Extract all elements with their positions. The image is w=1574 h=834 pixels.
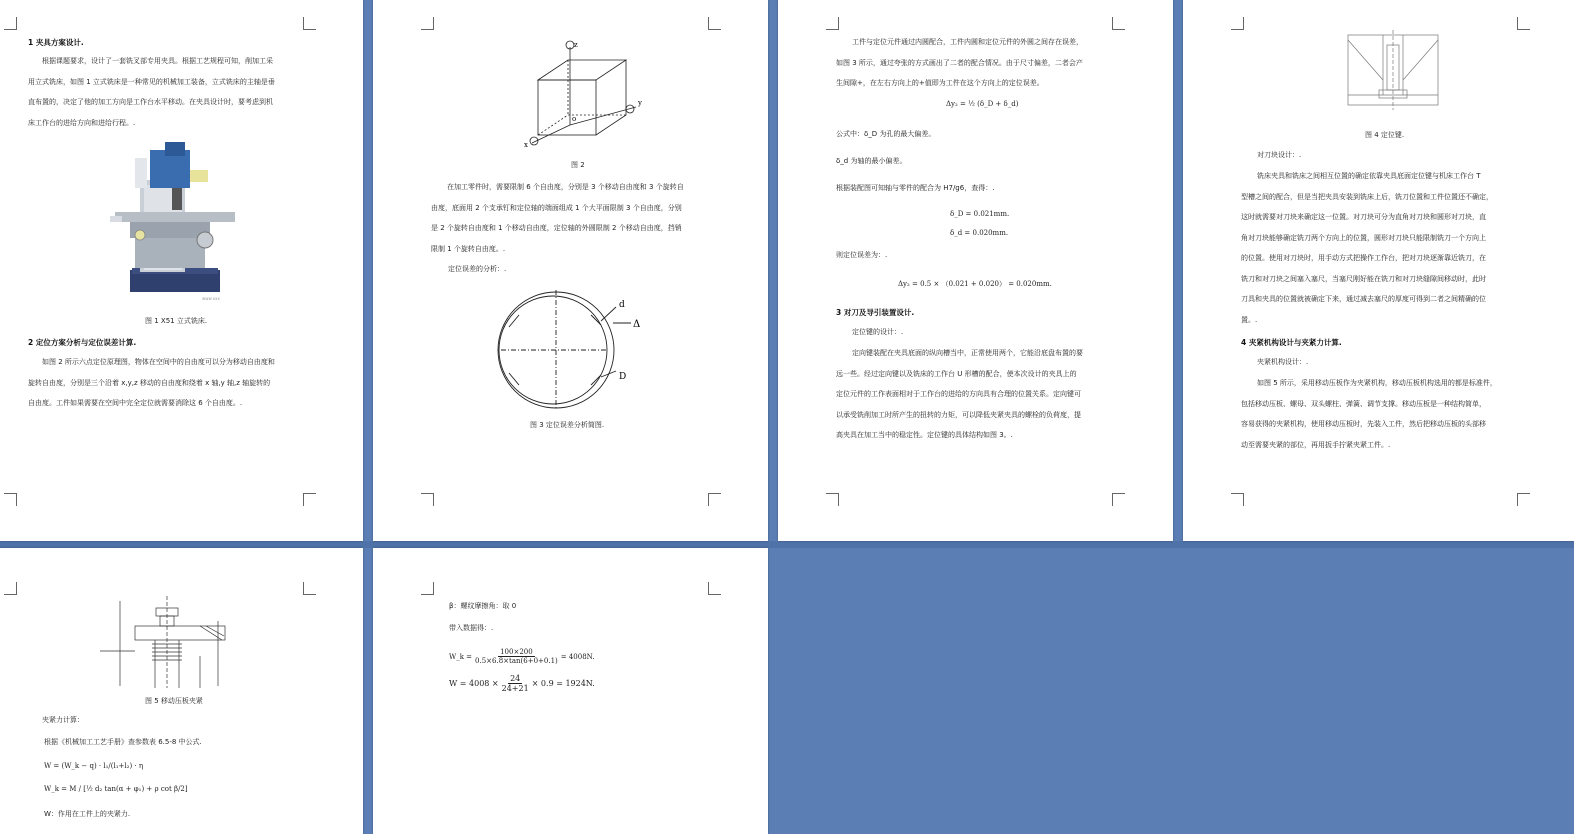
formula-denominator: 24+21: [501, 684, 529, 693]
crop-mark: [1517, 493, 1530, 506]
axis-label-o: o: [572, 115, 577, 123]
label-d: d: [619, 300, 625, 310]
axis-label-y: y: [638, 99, 642, 107]
paragraph-line: 如图 5 所示，采用移动压板作为夹紧机构，移动压板机构选用的都是标准件，: [1257, 379, 1497, 387]
text-line: δ_d 为轴的最小偏差。: [836, 157, 907, 165]
figure-caption: 图 1 X51 立式铣床.: [145, 317, 208, 325]
paragraph-line: 刀具和夹具的位置就被确定下来，通过减去塞尺的厚度可得到二者之间精确的位: [1241, 295, 1486, 303]
paragraph-line: 床工作台的进给方向和进给行程。.: [28, 118, 136, 127]
locating-key-drawing: [1343, 30, 1443, 115]
crop-mark: [421, 582, 434, 595]
formula-rhs: × 0.9 = 1924N.: [531, 679, 595, 688]
label-D: D: [619, 372, 627, 382]
paragraph-line: 铣床夹具和铣床之间相互位置的确定依靠夹具底面定位键与机床工作台 T: [1257, 172, 1481, 180]
paragraph-line: 根据课题要求，设计了一套铣叉部专用夹具。根据工艺规程可知，削加工采: [42, 57, 273, 65]
paragraph-line: 型槽之间的配合，但是当把夹具安装到铣床上后，铣刀位置和工件位置还不确定，: [1241, 192, 1493, 201]
text-line: 根据装配图可知轴与零件的配合为 H7/g6，查得：.: [836, 184, 995, 192]
svg-text:www.xxx: www.xxx: [202, 296, 220, 301]
crop-mark: [421, 17, 434, 30]
formula: δ_D = 0.021mm.: [950, 210, 1010, 218]
text-line: 则定位误差为：.: [836, 251, 888, 259]
crop-mark: [303, 17, 316, 30]
formula: [449, 648, 595, 665]
formula: Δy₂ = 0.5 × （0.021 + 0.020） = 0.020mm.: [898, 280, 1052, 288]
paragraph: [836, 343, 1156, 446]
formula-fraction: [502, 674, 529, 693]
paragraph: [1241, 166, 1561, 330]
subheading: 夹紧力计算：: [42, 716, 84, 724]
figure-caption: 图 2: [571, 161, 585, 169]
paragraph-line: 以承受铣削加工时所产生的扭转的力矩，可以降低夹紧夹具的螺栓的负荷度，提: [836, 410, 1081, 419]
formula: δ_d = 0.020mm.: [950, 229, 1009, 237]
crop-mark: [303, 582, 316, 595]
paragraph: [28, 51, 348, 133]
paragraph-line: 铣刀和对刀块之间塞入塞尺，当塞尺刚好能在铣刀和对刀块缝隙间移动时，此时: [1241, 274, 1486, 283]
document-page-1: [0, 0, 363, 541]
section-heading: 1 夹具方案设计.: [28, 38, 84, 47]
paragraph: [836, 32, 1156, 94]
crop-mark: [826, 493, 839, 506]
figure-caption: 图 3 定位误差分析简图.: [530, 421, 605, 429]
paragraph-line: 由度，底面用 2 个支承钉和定位轴的端面组成 1 个大平面限制 3 个自由度，分别: [431, 203, 682, 212]
paragraph-line: 自由度。工件如果需要在空间中完全定位就需要消除这 6 个自由度。.: [28, 399, 243, 407]
movable-clamp-drawing: [100, 596, 230, 691]
paragraph-line: 角对刀块能够确定铣刀两个方向上的位置，圆形对刀块只能限制铣刀一个方向上: [1241, 233, 1486, 242]
crop-mark: [708, 17, 721, 30]
page-gutter: [0, 541, 1574, 548]
paragraph-line: 旋转自由度，分别是三个沿着 x,y,z 移动的自由度和绕着 x 轴,y 轴,z 轴旋转的: [28, 378, 271, 387]
paragraph-line: 限制 1 个旋转自由度。.: [431, 244, 506, 253]
formula: [449, 674, 595, 693]
paragraph: [1241, 373, 1561, 455]
formula-denominator: 0.5×6.8×tan(6+0+0.1): [475, 657, 558, 665]
figure-caption: 图 5 移动压板夹紧: [145, 697, 203, 705]
paragraph-line: 生间隙+，在左右方向上的+值即为工件在这个方向上的定位误差。: [836, 79, 1044, 87]
crop-mark: [303, 493, 316, 506]
crop-mark: [421, 493, 434, 506]
formula-numerator: 100×200: [500, 648, 533, 656]
formula-lhs: W_k =: [449, 652, 473, 661]
paragraph-line: 工件与定位元件通过内圆配合，工件内圆和定位元件的外圆之间存在误差，: [852, 38, 1083, 46]
document-page-4: [1183, 0, 1574, 541]
text-line: 根据《机械加工工艺手册》查参数表 6.5-8 中公式.: [44, 738, 202, 746]
formula-lhs: W = 4008 ×: [449, 679, 499, 688]
paragraph-line: 的位置。使用对刀块时，用手动方式把操作工作台，把对刀块逐渐靠近铣刀，在: [1241, 254, 1486, 262]
paragraph-line: 定向键装配在夹具底面的纵向槽当中，正常使用两个，它能沿底盘布置的要: [852, 349, 1083, 357]
text-line: 公式中：δ_D 为孔的最大偏差。: [836, 130, 936, 138]
section-heading: 3 对刀及导引装置设计.: [836, 308, 915, 317]
paragraph-line: 远一些。经过定向键以及铣床的工作台 U 形槽的配合，使本次设计的夹具上的: [836, 369, 1077, 378]
crop-mark: [1112, 17, 1125, 30]
crop-mark: [1517, 17, 1530, 30]
paragraph-line: 在加工零件时，需要限制 6 个自由度，分别是 3 个移动自由度和 3 个旋转自: [447, 183, 684, 191]
formula-fraction: [475, 648, 558, 665]
subheading: 对刀块设计：.: [1257, 151, 1302, 159]
text-line: W：作用在工件上的夹紧力.: [44, 810, 131, 818]
section-heading: 2 定位方案分析与定位误差计算.: [28, 338, 137, 347]
document-page-3: [778, 0, 1173, 541]
text-line: β：螺纹摩擦角：取 0: [449, 602, 517, 610]
text-line: 带入数据得：.: [449, 624, 494, 632]
paragraph: [431, 177, 751, 259]
paragraph-line: 这时就需要对刀块来确定这一位置。对刀块可分为直角对刀块和圆形对刀块，直: [1241, 213, 1486, 221]
paragraph-line: 如图 2 所示六点定位原理图，物体在空间中的自由度可以分为移动自由度和: [42, 358, 275, 366]
paragraph-line: 动至需要夹紧的部位，再用扳手拧紧夹紧工件。.: [1241, 440, 1391, 449]
crop-mark: [708, 582, 721, 595]
subheading: 定位误差的分析：.: [448, 265, 507, 273]
formula-numerator: 24: [510, 674, 521, 683]
paragraph-line: 用立式铣床，如图 1 立式铣床是一种常见的机械加工装备，立式铣床的主轴是垂: [28, 77, 275, 86]
six-point-diagram: [518, 35, 653, 155]
crop-mark: [4, 582, 17, 595]
milling-machine-photo: [110, 140, 240, 305]
figure-caption: 图 4 定位键.: [1365, 131, 1405, 139]
crop-mark: [1112, 493, 1125, 506]
formula-rhs: = 4008N.: [560, 652, 595, 661]
formula: W = (W_k − q) · l₁/(l₁+l₂) · η: [44, 762, 144, 770]
subheading: 夹紧机构设计：.: [1257, 358, 1309, 366]
paragraph-line: 包括移动压板、螺母、双头螺柱、弹簧、调节支撑。移动压板是一种结构简单，: [1241, 399, 1486, 408]
formula: Δy₂ = ½ (δ_D + δ_d): [946, 100, 1019, 108]
crop-mark: [4, 17, 17, 30]
document-page-5: [0, 548, 363, 834]
paragraph-line: 容易获得的夹紧机构，使用移动压板时，先装入工件，然后把移动压板的头部移: [1241, 420, 1486, 428]
crop-mark: [1231, 17, 1244, 30]
paragraph-line: 置。.: [1241, 315, 1258, 324]
crop-mark: [826, 17, 839, 30]
label-delta: Δ: [633, 319, 641, 330]
document-page-6: [373, 548, 768, 834]
formula: W_k = M / [½ d₂ tan(α + φ₁) + ρ cot β/2]: [44, 785, 188, 793]
crop-mark: [708, 493, 721, 506]
positioning-error-diagram: [491, 285, 661, 415]
crop-mark: [1231, 493, 1244, 506]
axis-label-z: z: [574, 41, 578, 49]
paragraph-line: 高夹具在加工当中的稳定性。定位键的具体结构如图 3。.: [836, 431, 1013, 439]
axis-label-x: x: [524, 141, 528, 149]
paragraph-line: 是 2 个旋转自由度和 1 个移动自由度，定位轴的外圆限制 2 个移动自由度，挡销: [431, 224, 682, 232]
paragraph-line: 直布置的，决定了他的加工方向是工作台水平移动。在夹具设计时，要考虑到机: [28, 98, 273, 106]
paragraph-line: 如图 3 所示，通过夸张的方式画出了二者的配合情况。由于尺寸偏差，二者会产: [836, 58, 1083, 67]
paragraph: [28, 352, 348, 414]
paragraph-line: 定位元件的工作表面相对于工作台的进给的方向具有合理的位置关系。定向键可: [836, 390, 1081, 398]
section-heading: 4 夹紧机构设计与夹紧力计算.: [1241, 338, 1342, 347]
subheading: 定位键的设计：.: [852, 328, 904, 336]
document-page-2: [373, 0, 768, 541]
crop-mark: [4, 493, 17, 506]
